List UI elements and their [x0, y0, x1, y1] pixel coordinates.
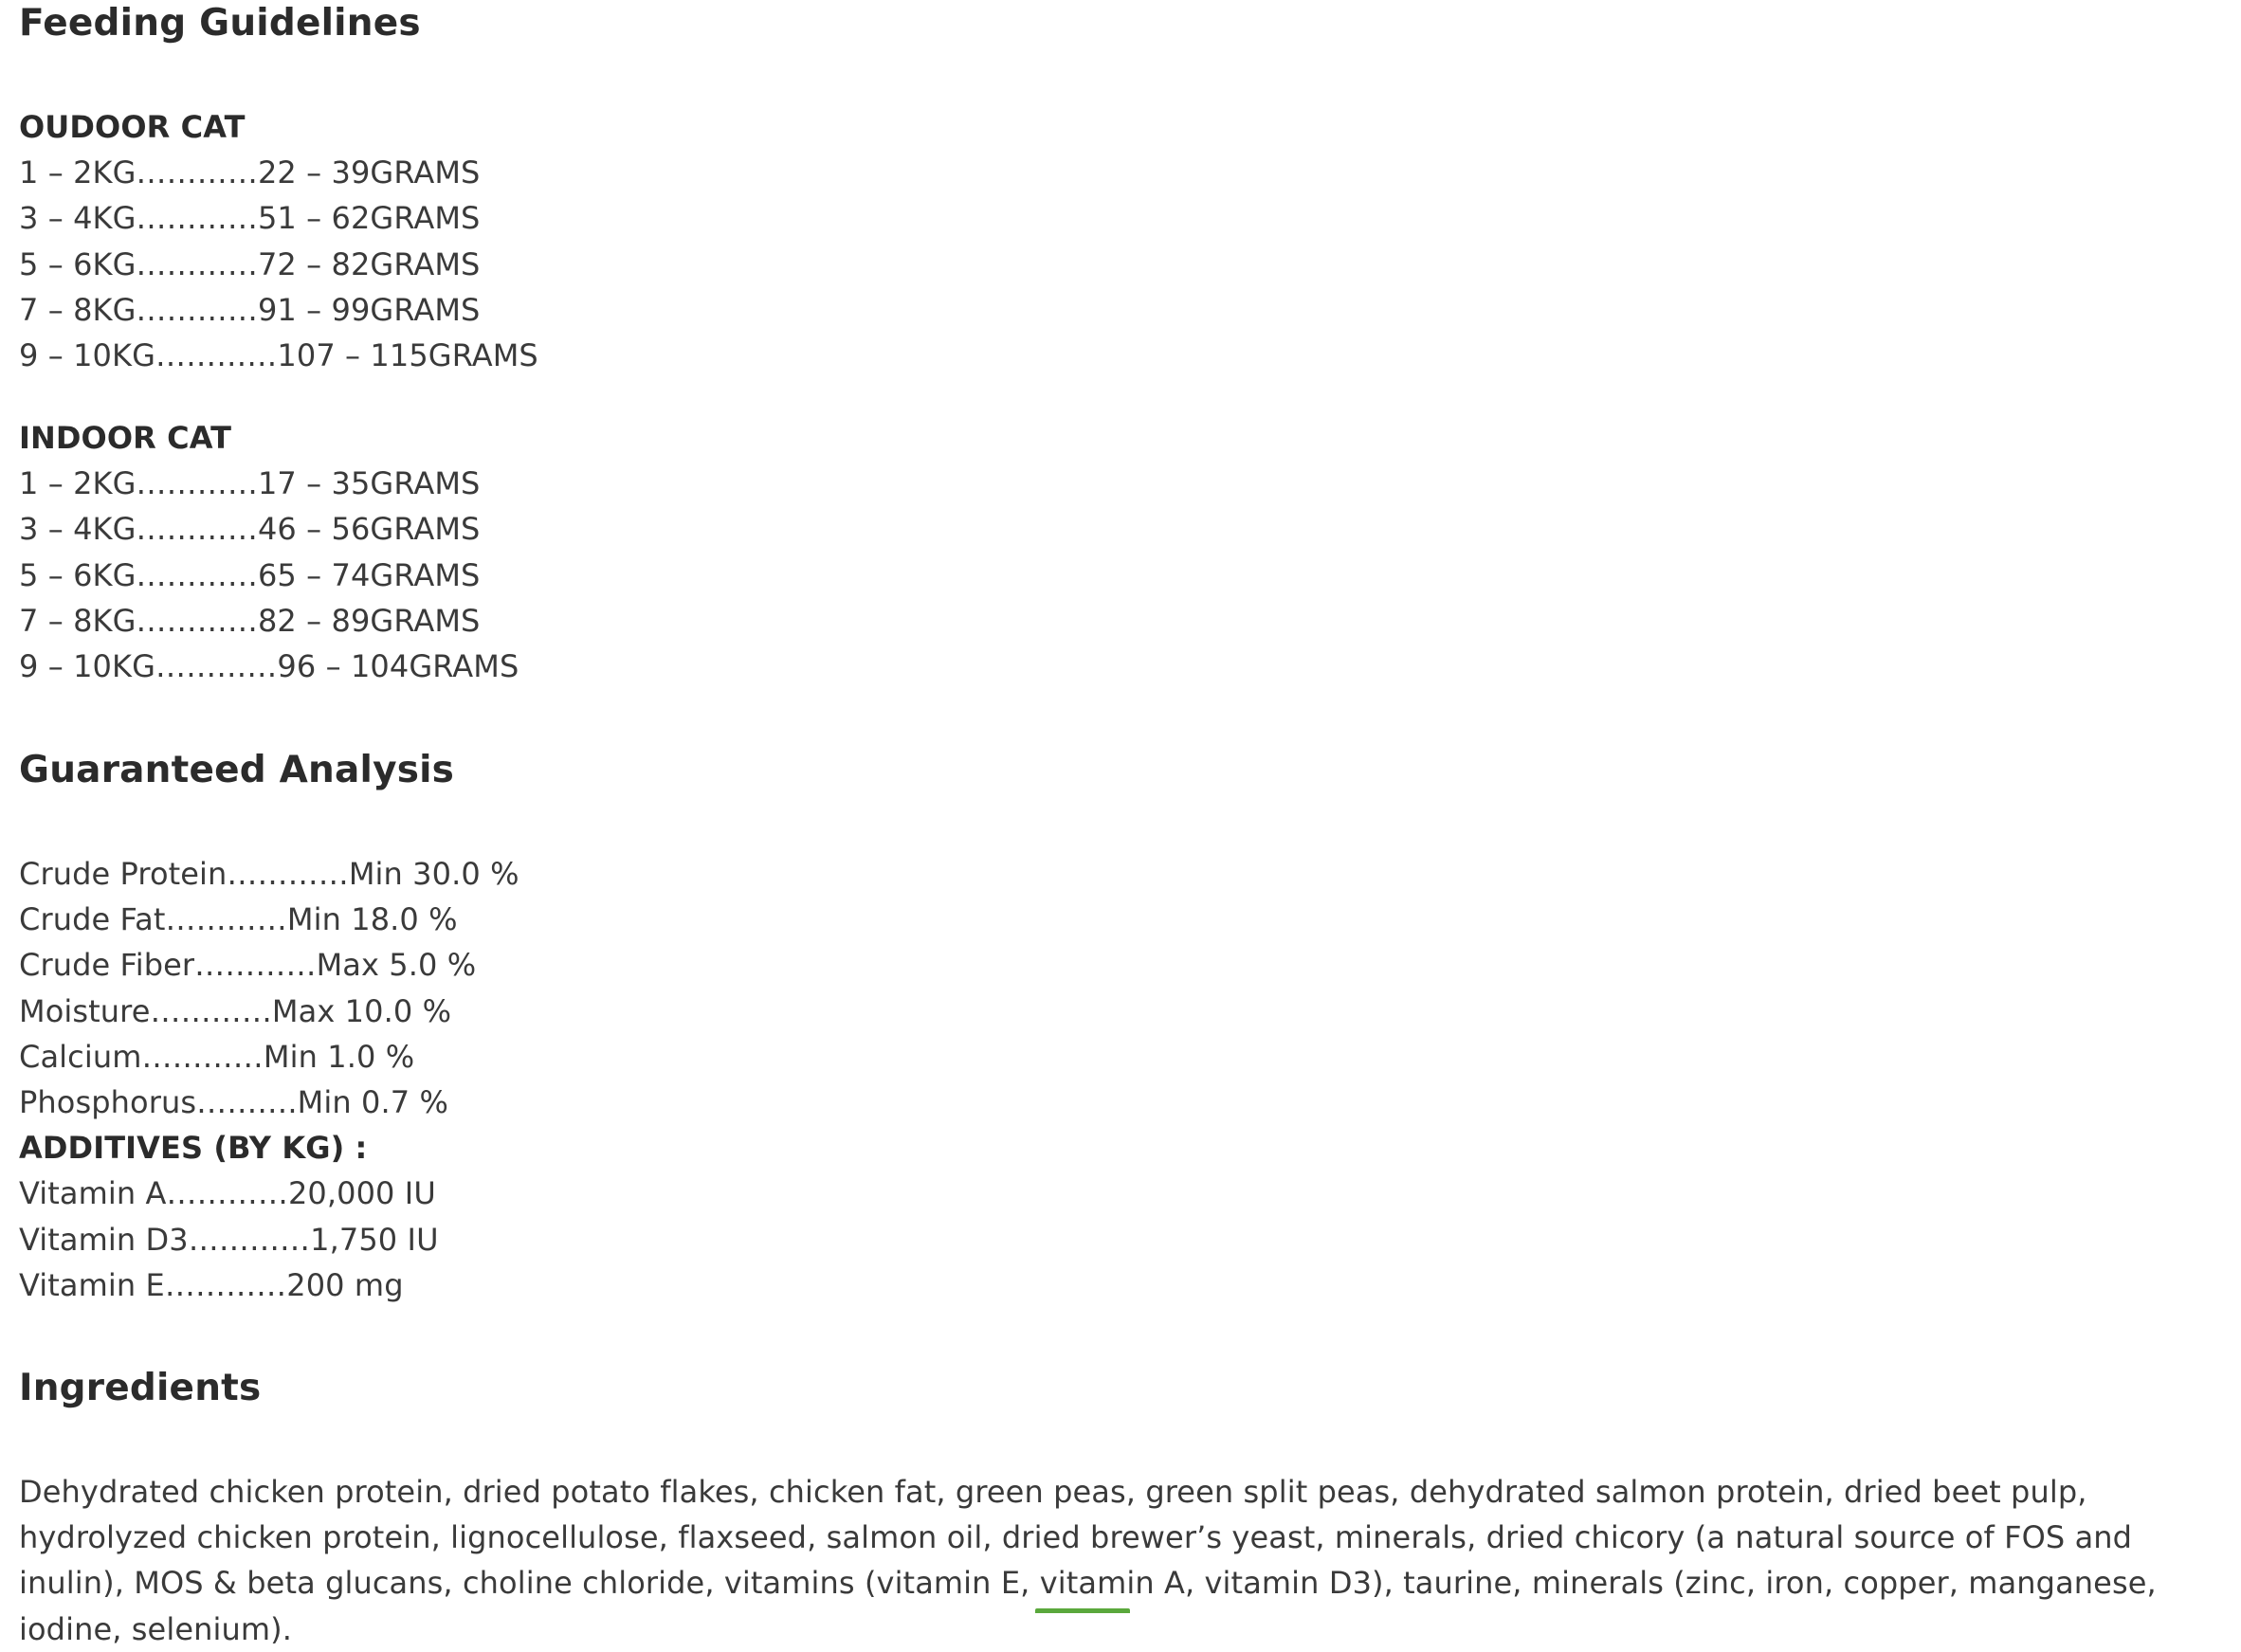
- indoor-feeding-row: 3 – 4KG…………46 – 56GRAMS: [19, 511, 481, 548]
- guaranteed-analysis-title: Guaranteed Analysis: [19, 749, 455, 791]
- indoor-cat-heading: INDOOR CAT: [19, 420, 232, 456]
- outdoor-feeding-row: 5 – 6KG…………72 – 82GRAMS: [19, 245, 481, 282]
- analysis-row: Crude Fat…………Min 18.0 %: [19, 901, 458, 938]
- indoor-feeding-row: 1 – 2KG…………17 – 35GRAMS: [19, 465, 481, 502]
- ingredients-title: Ingredients: [19, 1367, 262, 1409]
- outdoor-feeding-row: 1 – 2KG…………22 – 39GRAMS: [19, 154, 481, 191]
- ingredients-text: Dehydrated chicken protein, dried potato flakes, chicken fat, green peas, green split peas, dehydrated salmon protein, dried beet pulp, hydrolyzed chicken protein, lignocellulose, flaxseed, salmon oil, dried brewer’s yeast, minerals, dried chicory (a natural source of FOS and inulin), MOS & beta glucans, choline chloride, vitamins (vitamin E, vitamin A, vitamin D3), taurine, minerals (zinc, iron, copper, manganese, iodine, selenium).: [19, 1474, 2157, 1647]
- additive-row: Vitamin D3…………1,750 IU: [19, 1221, 439, 1258]
- indoor-feeding-row: 9 – 10KG…………96 – 104GRAMS: [19, 648, 519, 685]
- outdoor-cat-heading: OUDOOR CAT: [19, 109, 246, 145]
- additive-row: Vitamin E…………200 mg: [19, 1266, 404, 1303]
- feeding-guidelines-title: Feeding Guidelines: [19, 2, 421, 45]
- analysis-row: Moisture…………Max 10.0 %: [19, 992, 452, 1029]
- analysis-row: Phosphorus……….Min 0.7 %: [19, 1084, 449, 1121]
- outdoor-feeding-row: 9 – 10KG…………107 – 115GRAMS: [19, 337, 538, 374]
- analysis-row: Crude Fiber…………Max 5.0 %: [19, 947, 477, 984]
- outdoor-feeding-row: 3 – 4KG…………51 – 62GRAMS: [19, 200, 481, 237]
- accent-bar: [1035, 1608, 1130, 1613]
- additive-row: Vitamin A…………20,000 IU: [19, 1175, 436, 1212]
- outdoor-feeding-row: 7 – 8KG…………91 – 99GRAMS: [19, 291, 481, 328]
- indoor-cat-block: [19, 415, 519, 689]
- additives-heading: ADDITIVES (BY KG) :: [19, 1130, 368, 1167]
- outdoor-cat-block: [19, 104, 538, 378]
- indoor-feeding-row: 5 – 6KG…………65 – 74GRAMS: [19, 556, 481, 593]
- product-details: [19, 0, 2228, 1647]
- analysis-row: Calcium…………Min 1.0 %: [19, 1038, 415, 1075]
- analysis-block: [19, 851, 519, 1308]
- indoor-feeding-row: 7 – 8KG…………82 – 89GRAMS: [19, 602, 481, 639]
- analysis-row: Crude Protein…………Min 30.0 %: [19, 856, 519, 892]
